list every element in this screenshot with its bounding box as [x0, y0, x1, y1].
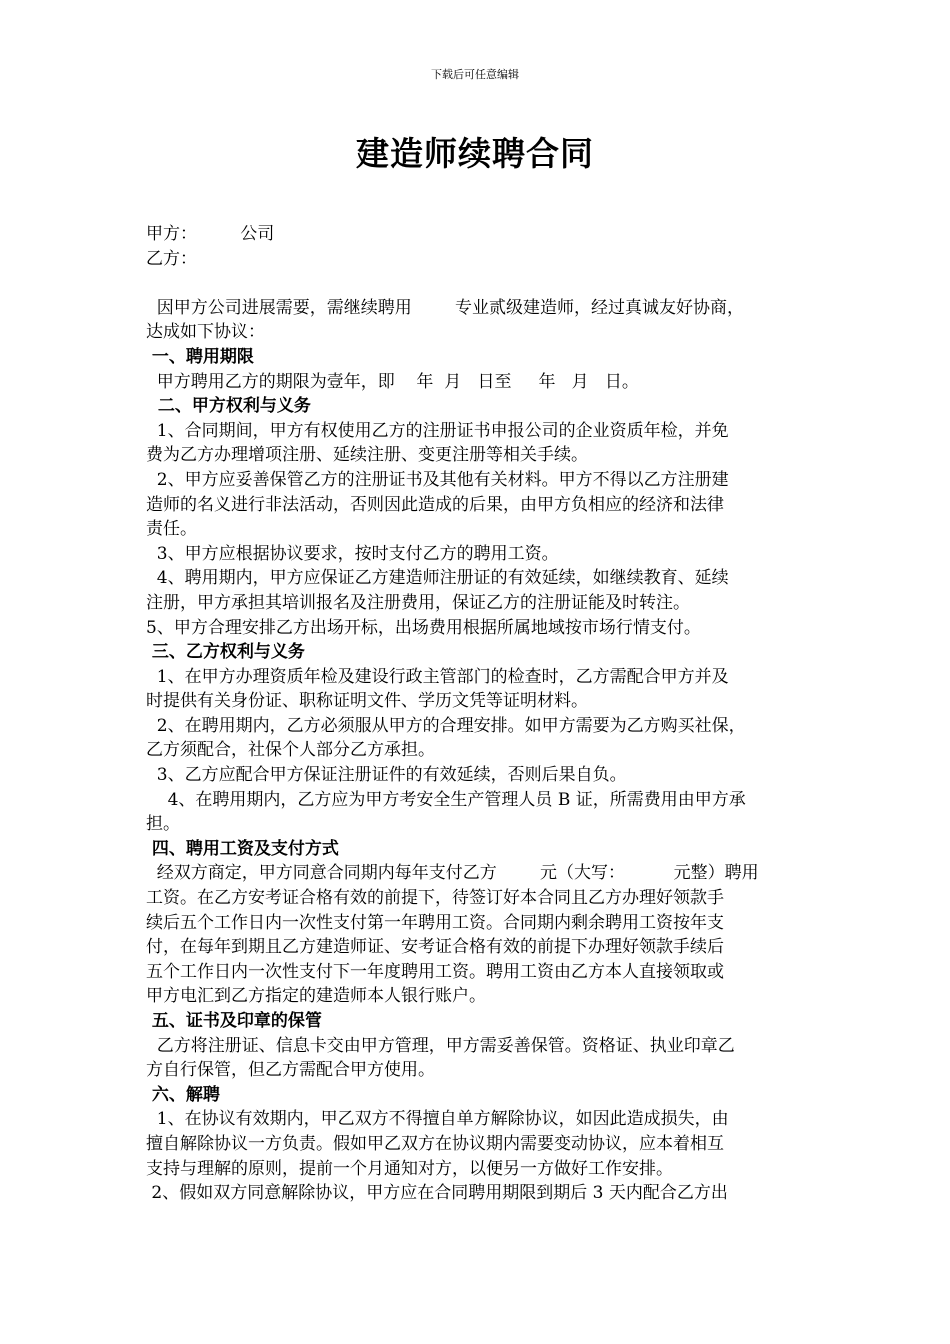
body-line: 4、聘用期内，甲方应保证乙方建造师注册证的有效延续，如继续教育、延续 [146, 568, 729, 589]
section-heading: 五、证书及印章的保管 [146, 1011, 322, 1031]
body-line: 续后五个工作日内一次性支付第一年聘用工资。合同期内剩余聘用工资按年支 [146, 912, 724, 933]
page-header: 下载后可任意编辑 [431, 68, 519, 81]
body-line: 付，在每年到期且乙方建造师证、安考证合格有效的前提下办理好领款手续后 [146, 937, 724, 958]
body-line: 支持与理解的原则，提前一个月通知对方，以便另一方做好工作安排。 [146, 1158, 673, 1179]
body-line: 造师的名义进行非法活动，否则因此造成的后果，由甲方负相应的经济和法律 [146, 494, 724, 515]
document-body [146, 222, 814, 1206]
section-heading: 六、解聘 [146, 1084, 220, 1105]
body-line: 1、合同期间，甲方有权使用乙方的注册证书申报公司的企业资质年检，并免 [146, 420, 729, 441]
body-line: 3、甲方应根据协议要求，按时支付乙方的聘用工资。 [146, 543, 559, 564]
section-heading: 三、乙方权利与义务 [146, 642, 305, 663]
body-line: 甲方： 公司 [146, 224, 275, 244]
section-heading: 二、甲方权利与义务 [146, 396, 311, 417]
body-line: 方自行保管，但乙方需配合甲方使用。 [146, 1060, 435, 1081]
body-line: 擅自解除协议一方负责。假如甲乙双方在协议期内需要变动协议，应本着相互 [146, 1133, 724, 1154]
body-line: 甲方聘用乙方的期限为壹年，即 年 月 日至 年 月 日。 [146, 371, 639, 392]
body-line: 3、乙方应配合甲方保证注册证件的有效延续，否则后果自负。 [146, 765, 627, 786]
body-line: 时提供有关身份证、职称证明文件、学历文凭等证明材料。 [146, 691, 588, 712]
body-line: 乙方将注册证、信息卡交由甲方管理，甲方需妥善保管。资格证、执业印章乙 [146, 1035, 735, 1056]
body-line: 甲方电汇到乙方指定的建造师本人银行账户。 [146, 986, 486, 1007]
section-heading: 四、聘用工资及支付方式 [146, 838, 339, 859]
section-heading: 一、聘用期限 [146, 346, 254, 367]
body-line: 4、在聘用期内，乙方应为甲方考安全生产管理人员 B 证，所需费用由甲方承 [146, 789, 746, 810]
body-line: 乙方须配合，社保个人部分乙方承担。 [146, 740, 435, 761]
body-line: 1、在协议有效期内，甲乙双方不得擅自单方解除协议，如因此造成损失，由 [146, 1109, 729, 1130]
body-line: 责任。 [146, 519, 197, 540]
body-line: 工资。在乙方安考证合格有效的前提下，待签订好本合同且乙方办理好领款手 [146, 888, 724, 909]
body-line [146, 271, 814, 296]
body-line: 经双方商定，甲方同意合同期内每年支付乙方 元（大写： 元整）聘用 [146, 863, 759, 884]
body-line: 担。 [146, 814, 180, 835]
body-line: 乙方： [146, 248, 197, 269]
body-line: 注册，甲方承担其培训报名及注册费用，保证乙方的注册证能及时转注。 [146, 592, 690, 613]
document-title: 建造师续聘合同 [356, 134, 594, 173]
body-line: 因甲方公司进展需要，需继续聘用 专业贰级建造师，经过真诚友好协商， [146, 297, 745, 318]
body-line: 2、在聘用期内，乙方必须服从甲方的合理安排。如甲方需要为乙方购买社保， [146, 715, 746, 736]
body-line: 5、甲方合理安排乙方出场开标，出场费用根据所属地域按市场行情支付。 [146, 617, 701, 638]
body-line: 五个工作日内一次性支付下一年度聘用工资。聘用工资由乙方本人直接领取或 [146, 961, 724, 982]
body-line: 2、甲方应妥善保管乙方的注册证书及其他有关材料。甲方不得以乙方注册建 [146, 469, 729, 490]
body-line: 达成如下协议： [146, 322, 265, 343]
body-line: 费为乙方办理增项注册、延续注册、变更注册等相关手续。 [146, 445, 588, 466]
body-line: 1、在甲方办理资质年检及建设行政主管部门的检查时，乙方需配合甲方并及 [146, 666, 729, 687]
body-line: 2、假如双方同意解除协议，甲方应在合同聘用期限到期后 3 天内配合乙方出 [146, 1183, 728, 1204]
